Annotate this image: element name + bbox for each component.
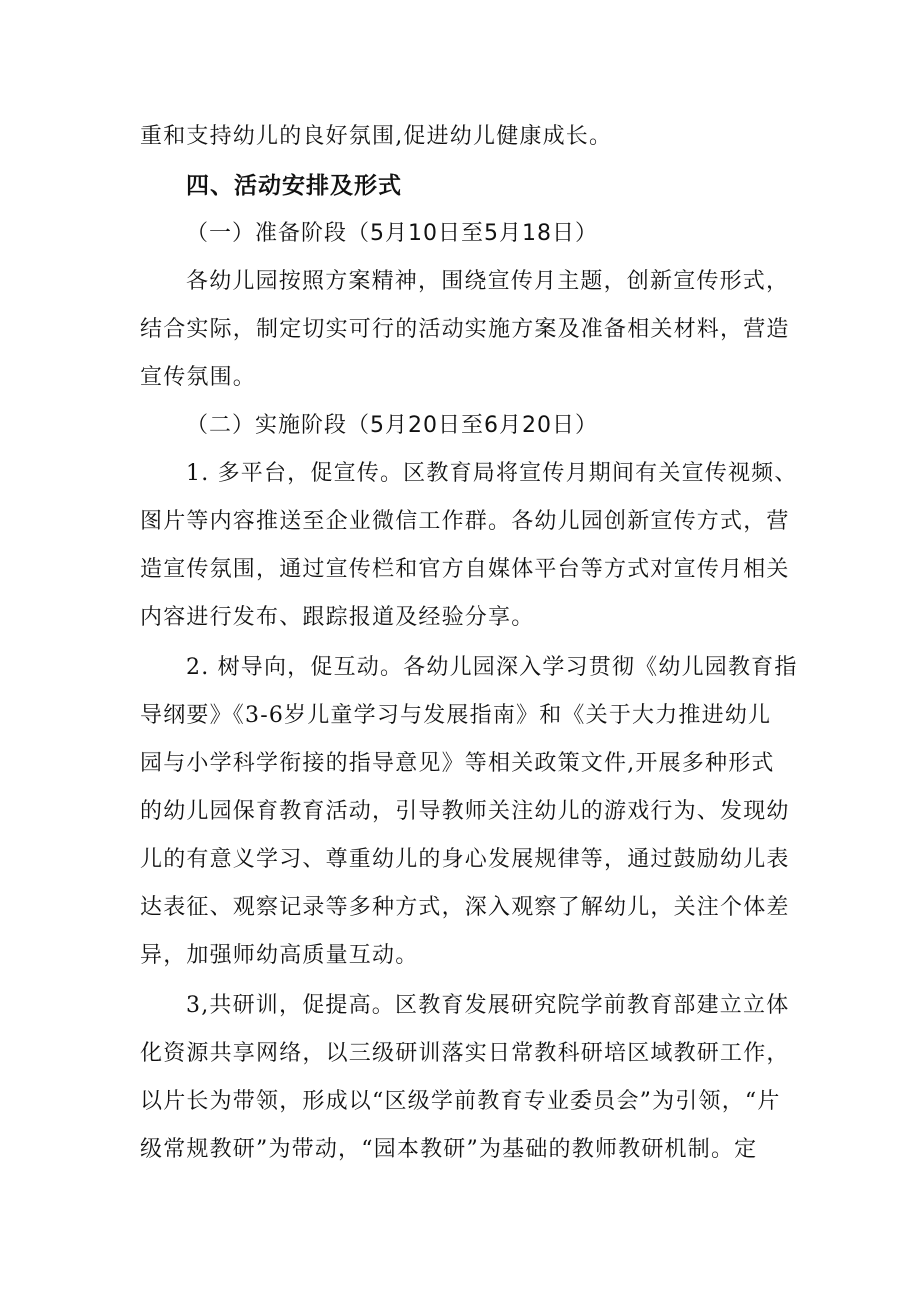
paragraph-line: 达表征、观察记录等多种方式，深入观察了解幼儿，关注个体差 [140, 895, 790, 920]
paragraph-line: 内容进行发布、跟踪报道及经验分享。 [140, 605, 535, 630]
paragraph-line: 的幼儿园保育教育活动，引导教师关注幼儿的游戏行为、发现幼 [140, 799, 790, 824]
paragraph-line: 级常规教研”为带动，“园本教研”为基础的教师教研机制。定 [140, 1137, 758, 1162]
paragraph-line: 3,共研训，促提高。区教育发展研究院学前教育部建立立体 [186, 993, 790, 1018]
paragraph-line: 2. 树导向，促互动。各幼儿园深入学习贯彻《幼儿园教育指 [186, 655, 798, 680]
paragraph-line: 化资源共享网络，以三级研训落实日常教科研培区域教研工作， [140, 1041, 790, 1066]
paragraph-line: 图片等内容推送至企业微信工作群。各幼儿园创新宣传方式，营 [140, 509, 790, 534]
subsection-heading: （二）实施阶段（5月20日至6月20日） [186, 413, 598, 438]
paragraph-line: 以片长为带领，形成以“区级学前教育专业委员会”为引领，“片 [140, 1089, 781, 1114]
subsection-heading: （一）准备阶段（5月10日至5月18日） [186, 221, 598, 246]
paragraph-line: 造宣传氛围，通过宣传栏和官方自媒体平台等方式对宣传月相关 [140, 557, 790, 582]
paragraph-line: 重和支持幼儿的良好氛围,促进幼儿健康成长。 [140, 124, 613, 149]
paragraph-line: 1. 多平台，促宣传。区教育局将宣传月期间有关宣传视频、 [186, 461, 798, 486]
paragraph-line: 结合实际，制定切实可行的活动实施方案及准备相关材料，营造 [140, 317, 790, 342]
paragraph-line: 异，加强师幼高质量互动。 [140, 943, 419, 968]
paragraph-line: 儿的有意义学习、尊重幼儿的身心发展规律等，通过鼓励幼儿表 [140, 847, 790, 872]
paragraph-line: 宣传氛围。 [140, 365, 257, 390]
paragraph-line: 园与小学科学衔接的指导意见》等相关政策文件,开展多种形式 [140, 751, 775, 776]
paragraph-line: 各幼儿园按照方案精神，围绕宣传月主题，创新宣传形式， [186, 269, 790, 294]
section-heading: 四、活动安排及形式 [186, 173, 402, 199]
paragraph-line: 导纲要》《3-6岁儿童学习与发展指南》和《关于大力推进幼儿 [140, 703, 772, 728]
